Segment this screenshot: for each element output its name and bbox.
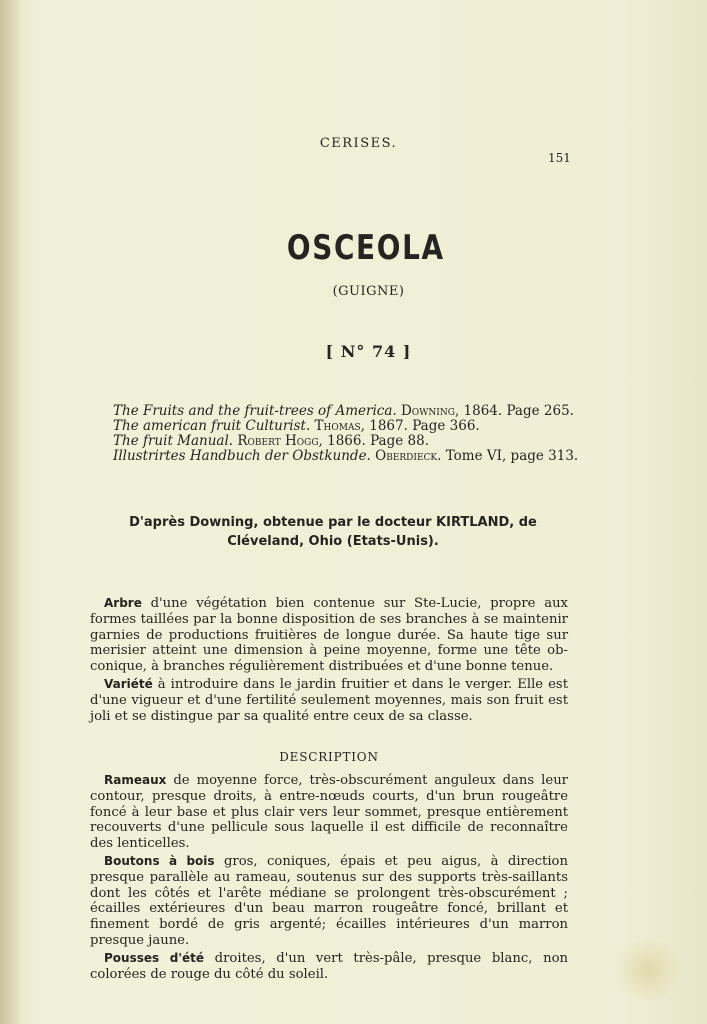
reference-line bbox=[113, 448, 579, 464]
paragraph-pousses bbox=[90, 951, 568, 983]
reference-detail: , 1867. Page 366. bbox=[360, 418, 480, 434]
reference-author: Thomas bbox=[314, 418, 361, 434]
reference-title: Illustrirtes Handbuch der Obstkunde. bbox=[113, 448, 371, 464]
reference-author: Downing bbox=[400, 403, 455, 419]
description-heading: DESCRIPTION bbox=[279, 750, 379, 764]
references-list bbox=[113, 403, 579, 464]
reference-author: Robert Hogg bbox=[237, 433, 319, 449]
variety-number: [ N° 74 ] bbox=[325, 342, 412, 361]
reference-line bbox=[113, 434, 553, 449]
paragraph-text: à introduire dans le jardin fruitier et dans le verger. Elle est d'une vigueur et d'une fertilité seulement moyennes, mais son fruit est joli et se distingue par sa qualité entre ceux de sa classe. bbox=[90, 676, 568, 724]
paragraph-rameaux bbox=[90, 773, 568, 852]
paragraph-text: gros, coniques, épais et peu aigus, à direction presque parallèle au rameau, soutenus sur des supports très-saillants dont les côtés et l'arête médiane se prolongent très-obscurément ; écailles extérieures d'un beau marron rougeâtre foncé, brillant et finement bordé de gris argenté; écailles intérieures d'un marron presque jaune. bbox=[90, 853, 568, 948]
description-section bbox=[90, 773, 568, 984]
reference-detail: , 1864. Page 265. bbox=[454, 403, 574, 419]
reference-detail: . Tome VI, page 313. bbox=[437, 448, 579, 464]
reference-title: The Fruits and the fruit-trees of America. bbox=[113, 403, 397, 419]
reference-title: The american fruit Culturist. bbox=[113, 418, 311, 434]
running-head: CERISES. bbox=[319, 136, 398, 151]
paragraph-text: d'une végétation bien contenue sur Ste-Lucie, propre aux formes taillées par la bonne disposition de ses branches à se maintenir garnies de productions fruitières de longue durée. Sa haute tige sur merisier atteint une dimension à peine moyenne, forme une tête ob-conique, à branches régulièrement distribuées et d'une bonne tenue. bbox=[90, 596, 568, 675]
reference-author: Oberdieck bbox=[375, 448, 438, 464]
paragraph-lead: Rameaux bbox=[104, 773, 167, 787]
paragraph-variete bbox=[90, 677, 568, 724]
paragraph-text: droites, d'un vert très-pâle, presque blanc, non colorées de rouge du côté du soleil. bbox=[90, 950, 569, 982]
paragraph-lead: Variété bbox=[104, 676, 153, 691]
book-gutter bbox=[0, 0, 22, 1024]
reference-title: The fruit Manual. bbox=[113, 433, 234, 449]
variety-subtitle: (GUIGNE) bbox=[332, 284, 405, 299]
paragraph-lead: Arbre bbox=[104, 596, 142, 610]
origin-statement: D'après Downing, obtenue par le docteur KIRTLAND, de Cléveland, Ohio (Etats-Unis). bbox=[129, 515, 537, 549]
page-number: 151 bbox=[548, 151, 571, 165]
paragraph-arbre bbox=[90, 596, 568, 675]
variety-title: OSCEOLA bbox=[286, 228, 445, 268]
paragraph-boutons bbox=[90, 854, 568, 949]
paragraph-lead: Pousses d'été bbox=[104, 950, 205, 965]
paragraph-text: de moyenne force, très-obscurément anguleux dans leur contour, presque droits, à entre-nœuds courts, d'un brun rougeâtre foncé à leur base et plus clair vers leur sommet, presque entièrement recouverts d'une pellicule sous laquelle il est difficile de reconnaître des lenticelles. bbox=[90, 773, 568, 852]
reference-detail: , 1866. Page 88. bbox=[318, 433, 429, 449]
paper-stain bbox=[612, 940, 684, 1000]
reference-line bbox=[113, 403, 574, 419]
general-section bbox=[90, 596, 568, 726]
paragraph-lead: Boutons à bois bbox=[104, 853, 215, 868]
reference-line bbox=[113, 419, 553, 434]
